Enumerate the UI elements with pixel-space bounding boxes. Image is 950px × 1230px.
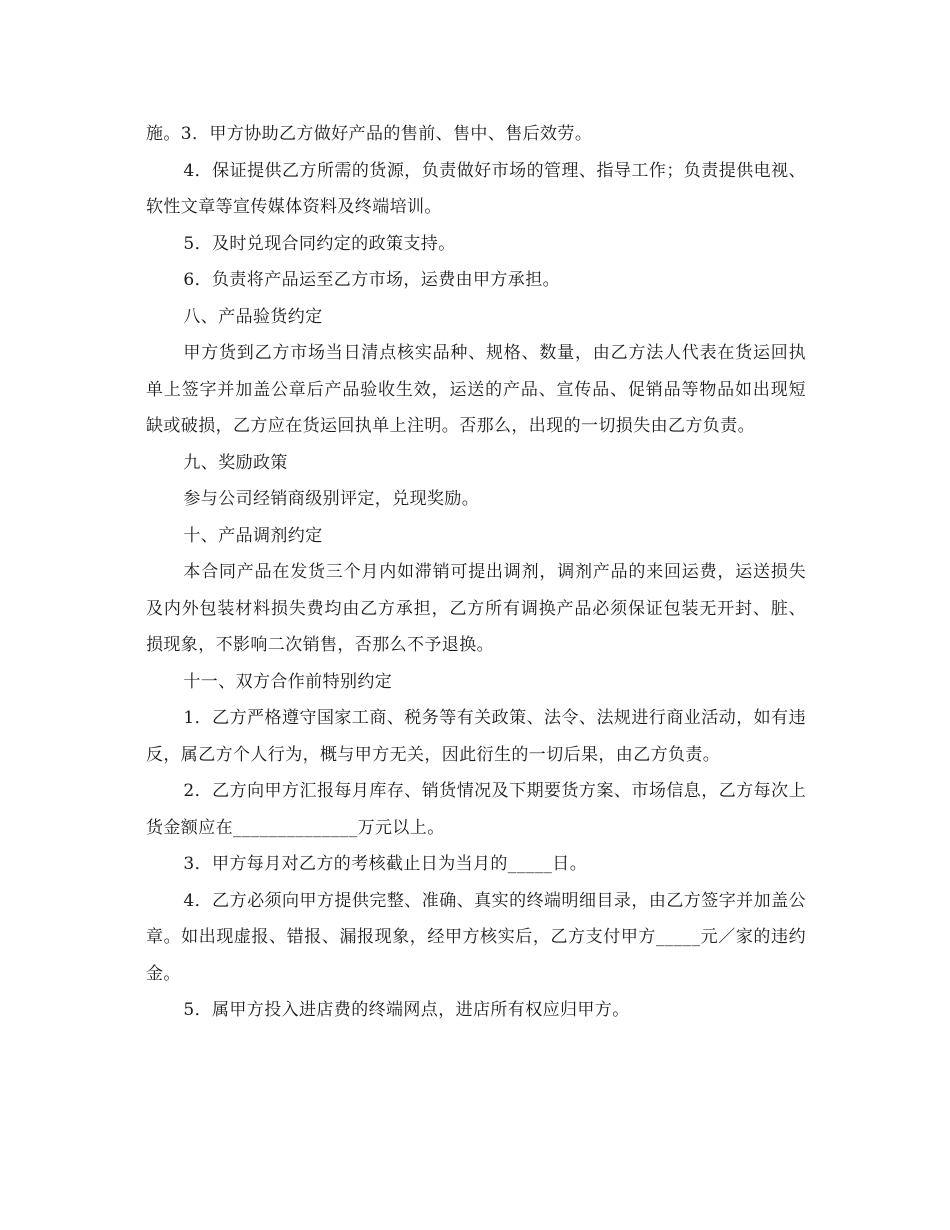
paragraph-clause-4: 4．保证提供乙方所需的货源，负责做好市场的管理、指导工作；负责提供电视、软性文章等宣传媒体资料及终端培训。 bbox=[146, 160, 806, 217]
paragraph-continuation: 施。3．甲方协助乙方做好产品的售前、售中、售后效劳。 bbox=[146, 124, 593, 144]
document-body bbox=[146, 116, 806, 1029]
section-heading-rewards: 九、奖励政策 bbox=[183, 452, 288, 473]
paragraph-special-1: 1．乙方严格遵守国家工商、税务等有关政策、法令、法规进行商业活动，如有违反，属乙方个人行为，概与甲方无关，因此衍生的一切后果，由乙方负责。 bbox=[146, 708, 806, 765]
paragraph-special-3: 3．甲方每月对乙方的考核截止日为当月的_____日。 bbox=[183, 854, 588, 874]
paragraph-inspection: 甲方货到乙方市场当日清点核实品种、规格、数量，由乙方法人代表在货运回执单上签字并加盖公章后产品验收生效，运送的产品、宣传品、促销品等物品如出现短缺或破损，乙方应在货运回执单上注明。否那么，出现的一切损失由乙方负责。 bbox=[146, 343, 806, 436]
paragraph-clause-6: 6．负责将产品运至乙方市场，运费由甲方承担。 bbox=[183, 270, 561, 290]
paragraph-adjustment: 本合同产品在发货三个月内如滞销可提出调剂，调剂产品的来回运费，运送损失及内外包装材料损失费均由乙方承担，乙方所有调换产品必须保证包装无开封、脏、损现象，不影响二次销售，否那么不予退换。 bbox=[146, 562, 806, 655]
paragraph-clause-5: 5．及时兑现合同约定的政策支持。 bbox=[183, 233, 456, 254]
section-heading-adjustment: 十、产品调剂约定 bbox=[183, 525, 323, 546]
paragraph-special-5: 5．属甲方投入进店费的终端网点，进店所有权应归甲方。 bbox=[183, 1000, 630, 1020]
paragraph-rewards: 参与公司经销商级别评定，兑现奖励。 bbox=[183, 489, 480, 509]
paragraph-special-4: 4．乙方必须向甲方提供完整、准确、真实的终端明细目录，由乙方签字并加盖公章。如出现虚报、错报、漏报现象，经甲方核实后，乙方支付甲方_____元／家的违约金。 bbox=[146, 890, 806, 984]
section-heading-special-terms: 十一、双方合作前特别约定 bbox=[183, 671, 393, 692]
section-heading-inspection: 八、产品验货约定 bbox=[183, 306, 323, 327]
paragraph-special-2: 2．乙方向甲方汇报每月库存、销货情况及下期要货方案、市场信息，乙方每次上货金额应在______________万元以上。 bbox=[146, 781, 806, 838]
